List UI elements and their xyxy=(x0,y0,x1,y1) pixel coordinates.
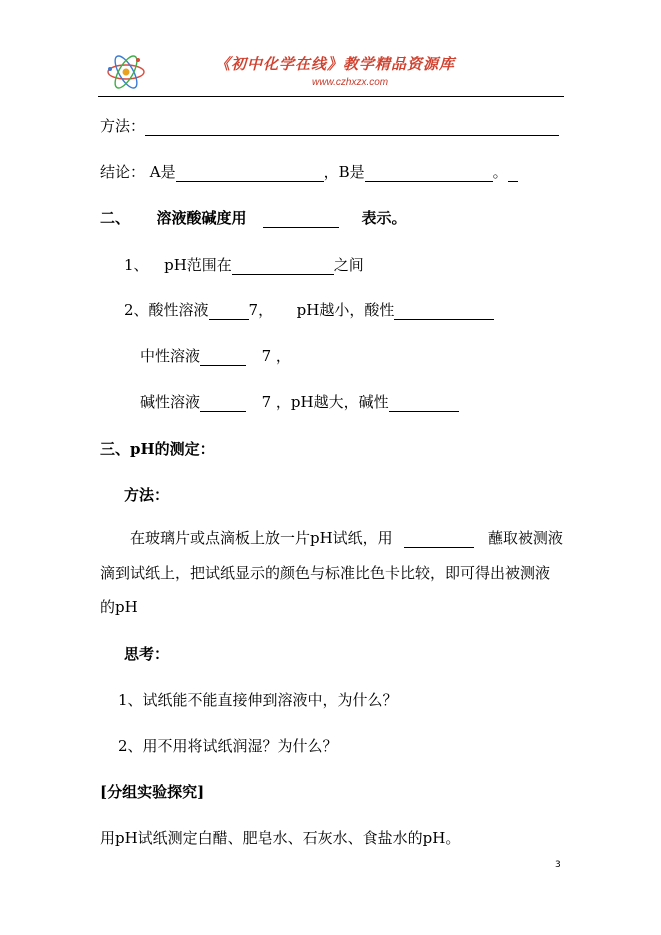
method-blank xyxy=(145,119,559,136)
neutral-blank xyxy=(200,349,246,366)
conclusion-b-blank xyxy=(365,165,493,182)
paragraph-line-1 xyxy=(130,528,563,548)
alkaline-line xyxy=(140,392,459,412)
alkaline-pre: 碱性溶液 xyxy=(140,393,201,411)
neutral-line xyxy=(140,346,291,366)
logo-title: 《初中化学在线》教学精品资源库 xyxy=(215,55,456,73)
atom-logo-icon xyxy=(104,52,148,92)
alkaline-blank xyxy=(200,395,246,412)
neutral-post: 7 ， xyxy=(261,347,291,365)
logo-url: www.czhxzx.com xyxy=(312,77,389,88)
section-2-text: 溶液酸碱度用 xyxy=(156,209,247,227)
item-1-blank xyxy=(232,258,334,275)
conclusion-a: A是 xyxy=(149,163,176,181)
alkaline-basicity-blank xyxy=(389,395,459,412)
section-3-heading: 三、pH的测定： xyxy=(100,440,215,458)
item-1-pre: pH范围在 xyxy=(164,256,232,274)
header-divider xyxy=(98,96,564,97)
item-2-pre: 2、酸性溶液 xyxy=(124,301,209,319)
paragraph-1-post: 蘸取被测液 xyxy=(487,529,563,547)
question-2: 2、用不用将试纸润湿？为什么？ xyxy=(118,737,338,755)
think-label: 思考： xyxy=(124,645,170,663)
conclusion-label: 结论： xyxy=(100,163,146,181)
item-2-mid: 7， xyxy=(248,301,274,319)
item-1-post: 之间 xyxy=(333,256,364,274)
conclusion-end: 。 xyxy=(492,163,508,181)
conclusion-tail-blank xyxy=(508,165,518,182)
item-2-ph: pH越小，酸性 xyxy=(296,301,395,319)
item-2-blank xyxy=(209,303,249,320)
paragraph-line-2: 滴到试纸上，把试纸显示的颜色与标准比色卡比较，即可得出被测液 xyxy=(100,564,551,582)
paragraph-line-3: 的pH xyxy=(100,598,138,616)
item-1-line xyxy=(124,255,364,275)
item-1-number: 1、 xyxy=(124,256,149,274)
section-2-number: 二、 xyxy=(100,209,131,227)
section-2-end: 表示。 xyxy=(361,209,407,227)
method-line xyxy=(100,116,559,136)
paragraph-1-pre: 在玻璃片或点滴板上放一片pH试纸，用 xyxy=(130,529,393,547)
item-2-line xyxy=(124,300,494,320)
item-2-acidity-blank xyxy=(394,303,494,320)
section-3-method: 方法： xyxy=(124,486,170,504)
alkaline-mid: 7 ，pH越大，碱性 xyxy=(261,393,389,411)
section-2-heading xyxy=(100,208,406,228)
conclusion-a-blank xyxy=(176,165,324,182)
conclusion-sep: ，B是 xyxy=(323,163,365,181)
section-2-blank xyxy=(263,211,339,228)
method-label: 方法： xyxy=(100,117,146,135)
paragraph-blank xyxy=(404,531,474,548)
question-1: 1、试纸能不能直接伸到溶液中，为什么？ xyxy=(118,691,398,709)
neutral-pre: 中性溶液 xyxy=(140,347,201,365)
group-experiment-text: 用pH试纸测定白醋、肥皂水、石灰水、食盐水的pH。 xyxy=(100,829,461,847)
conclusion-line xyxy=(100,162,518,182)
group-experiment-title: [分组实验探究] xyxy=(100,783,205,801)
page-number: 3 xyxy=(555,860,561,870)
